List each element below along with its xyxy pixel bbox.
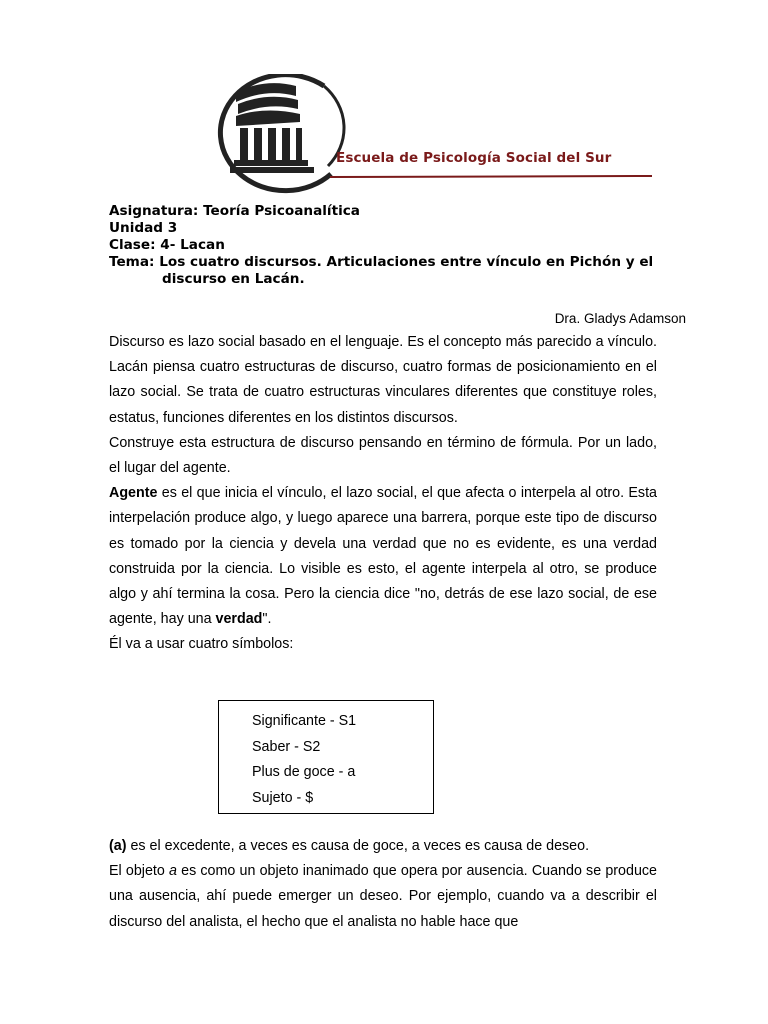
- paragraph-5: [109, 834, 657, 859]
- tema-label: Tema:: [109, 254, 160, 270]
- body-text-continued: [109, 834, 657, 935]
- school-logo: [196, 74, 666, 194]
- tema-line1: Los cuatro discursos. Articulaciones entre vínculo en Pichón y el: [159, 254, 654, 270]
- symbol-item: Saber - S2: [252, 738, 321, 755]
- paragraph-1: Discurso es lazo social basado en el lenguaje. Es el concepto más parecido a vínculo. Lacán piensa cuatro estructuras de discurso, cuatro formas de posicionamiento en el lazo social. Se trata de cuatro estructuras vinculares diferentes que constituye roles, estatus, funciones diferentes en los distintos discursos.: [109, 334, 657, 426]
- symbols-box: [218, 700, 434, 814]
- unidad: Unidad 3: [109, 220, 178, 236]
- paragraph-5-text: es el excedente, a veces es causa de goce, a veces es causa de deseo.: [126, 838, 590, 854]
- course-header: [109, 203, 669, 288]
- paragraph-2: Construye esta estructura de discurso pensando en término de fórmula. Por un lado, el lugar del agente.: [109, 434, 657, 477]
- paragraph-4: Él va a usar cuatro símbolos:: [109, 636, 294, 653]
- paragraph-6-b: es como un objeto inanimado que opera por ausencia. Cuando se produce una ausencia, ahí puede emerger un deseo. Por ejemplo, cuando va a describir el discurso del analista, el hecho que el analista no hable hace que: [109, 863, 657, 930]
- paragraph-6-a: El objeto: [109, 863, 170, 880]
- symbol-item: Sujeto - $: [252, 789, 314, 806]
- author: Dra. Gladys Adamson: [554, 311, 686, 326]
- objeto-a: a: [169, 863, 177, 880]
- symbols-list: [219, 701, 433, 811]
- body-text: [109, 330, 657, 658]
- a-term: (a): [109, 838, 127, 854]
- paragraph-3: [109, 481, 657, 632]
- verdad-term: verdad: [215, 611, 263, 628]
- symbol-item: Significante - S1: [252, 713, 357, 729]
- paragraph-3-text: es el que inicia el vínculo, el lazo social, el que afecta o interpela al otro. Esta interpelación produce algo, y luego aparece una barrera, porque este tipo de discurso es tomado por la ciencia y devela una verdad que no es evidente, es una verdad construida por la ciencia. Lo visible es esto, el agente interpela al otro, se produce algo y ahí termina la cosa. Pero la ciencia dice "no, detrás de ese lazo social, de ese agente, hay una: [109, 485, 657, 628]
- agente-term: Agente: [109, 485, 158, 502]
- paragraph-3-end: ".: [262, 611, 272, 628]
- tema-line2: discurso en Lacán.: [162, 271, 305, 287]
- tema: [109, 254, 669, 271]
- asignatura: Asignatura: Teoría Psicoanalítica: [109, 203, 360, 219]
- paragraph-6: [109, 859, 657, 935]
- clase: Clase: 4- Lacan: [109, 237, 225, 253]
- symbol-item: Plus de goce - a: [252, 764, 356, 780]
- logo-text: Escuela de Psicología Social del Sur: [336, 150, 612, 166]
